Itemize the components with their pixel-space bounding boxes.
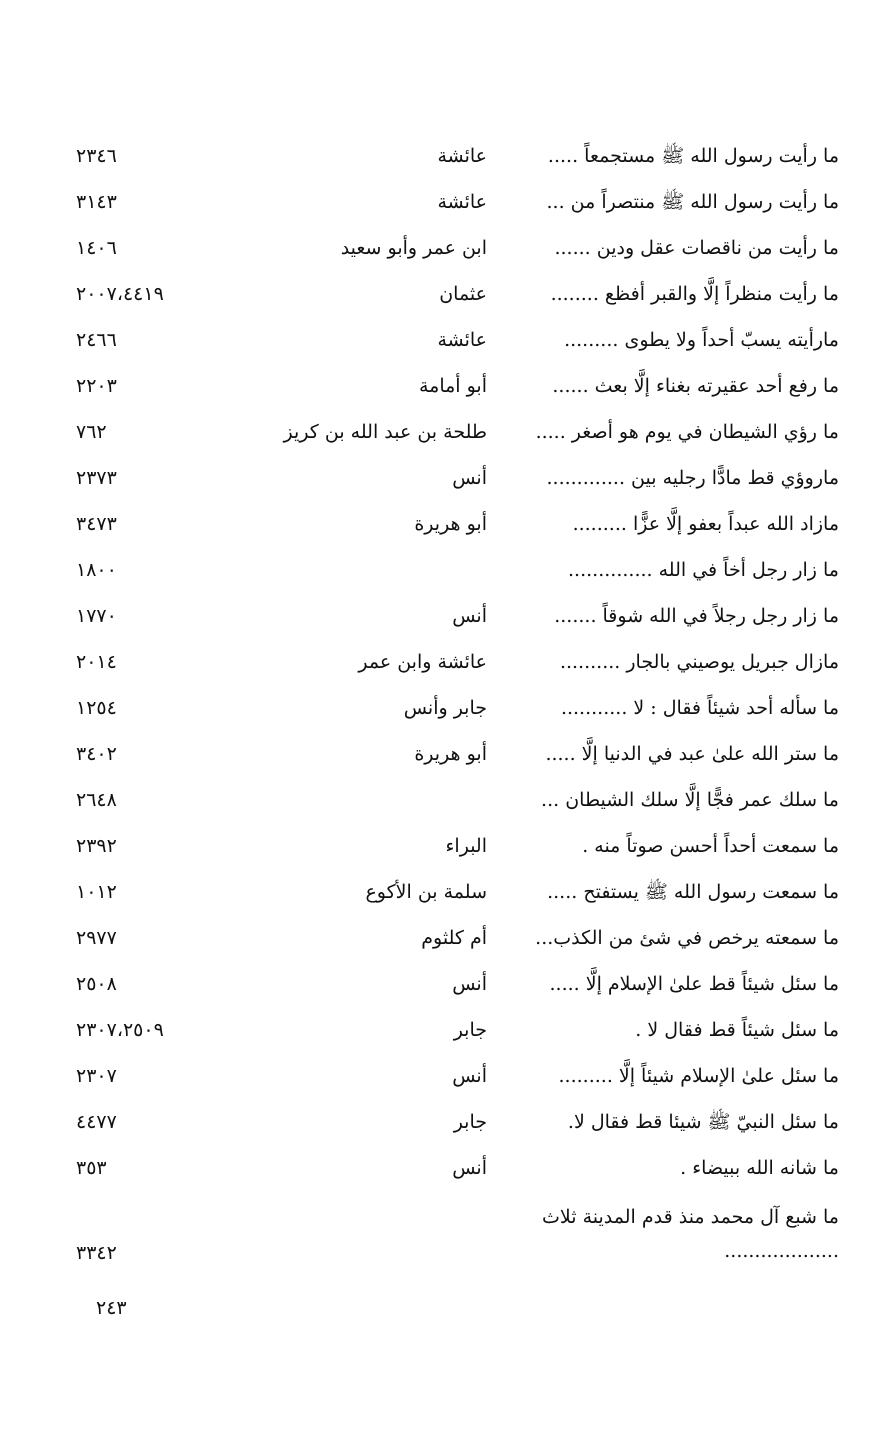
index-entry bbox=[0, 639, 891, 685]
reference-numbers: ١٧٧٠ bbox=[76, 605, 117, 627]
index-entry bbox=[0, 133, 891, 179]
reference-numbers: ١٠١٢ bbox=[76, 881, 117, 903]
hadith-phrase: ما سلك عمر فجًّا إلَّا سلك الشيطان ... bbox=[541, 789, 839, 811]
narrator: البراء bbox=[445, 835, 487, 857]
narrator: عائشة وابن عمر bbox=[358, 651, 487, 673]
narrator: عائشة bbox=[437, 191, 487, 213]
narrator: أنس bbox=[452, 973, 487, 995]
hadith-phrase: ما سمعت أحداً أحسن صوتاً منه . bbox=[582, 835, 839, 857]
reference-numbers: ٢٠٠٧،٤٤١٩ bbox=[76, 283, 164, 305]
reference-numbers: ٣٤٧٣ bbox=[76, 513, 117, 535]
reference-numbers: ٢٤٦٦ bbox=[76, 329, 117, 351]
hadith-phrase: ما زار رجل رجلاً في الله شوقاً ....... bbox=[554, 605, 839, 627]
index-entry bbox=[0, 731, 891, 777]
narrator: أبو هريرة bbox=[414, 513, 487, 535]
reference-numbers: ٢٣٠٧ bbox=[76, 1065, 117, 1087]
narrator bbox=[217, 1200, 487, 1246]
narrator: سلمة بن الأكوع bbox=[365, 881, 487, 903]
reference-numbers: ٢٦٤٨ bbox=[76, 789, 117, 811]
hadith-phrase: ما ستر الله علىٰ عبد في الدنيا إلَّا ..... bbox=[545, 743, 839, 765]
narrator: أنس bbox=[452, 467, 487, 489]
index-entry bbox=[0, 363, 891, 409]
narrator: أبو هريرة bbox=[414, 743, 487, 765]
page-number: ٢٤٣ bbox=[96, 1297, 127, 1319]
narrator: أم كلثوم bbox=[421, 927, 487, 949]
reference-numbers: ٢٠١٤ bbox=[76, 651, 117, 673]
index-entry bbox=[0, 1145, 891, 1191]
hadith-phrase: ما سئل علىٰ الإسلام شيئاً إلَّا ......... bbox=[558, 1065, 839, 1087]
index-entry bbox=[0, 685, 891, 731]
reference-numbers: ١٢٥٤ bbox=[76, 697, 117, 719]
reference-numbers: ٢٩٧٧ bbox=[76, 927, 117, 949]
hadith-phrase: ما زار رجل أخاً في الله .............. bbox=[568, 559, 839, 581]
narrator bbox=[217, 777, 487, 823]
narrator bbox=[217, 547, 487, 593]
hadith-phrase: ما رأيت رسول الله ﷺ منتصراً من ... bbox=[546, 191, 839, 213]
narrator: عائشة bbox=[437, 329, 487, 351]
index-entry bbox=[0, 823, 891, 869]
reference-numbers: ٤٤٧٧ bbox=[76, 1111, 117, 1133]
narrator: جابر bbox=[453, 1019, 487, 1041]
narrator: أنس bbox=[452, 1157, 487, 1179]
index-entry bbox=[0, 455, 891, 501]
index-entry bbox=[0, 409, 891, 455]
narrator: ابن عمر وأبو سعيد bbox=[340, 237, 487, 259]
reference-numbers: ٣٥٣ bbox=[76, 1157, 107, 1179]
index-entry bbox=[0, 1200, 891, 1276]
reference-numbers: ١٨٠٠ bbox=[76, 559, 117, 581]
hadith-phrase: ما شانه الله ببيضاء . bbox=[680, 1157, 839, 1179]
reference-numbers: ٢٣٧٣ bbox=[76, 467, 117, 489]
hadith-phrase: مازاد الله عبداً بعفو إلَّا عزًّا ......... bbox=[572, 513, 839, 535]
index-entry bbox=[0, 179, 891, 225]
hadith-phrase: ما سئل شيئاً قط علىٰ الإسلام إلَّا ..... bbox=[549, 973, 839, 995]
hadith-phrase: ماروؤي قط مادًّا رجليه بين ............. bbox=[546, 467, 839, 489]
index-entry bbox=[0, 1099, 891, 1145]
index-entry bbox=[0, 593, 891, 639]
index-entry bbox=[0, 961, 891, 1007]
index-entry bbox=[0, 1053, 891, 1099]
index-entry bbox=[0, 915, 891, 961]
hadith-phrase: ما سئل شيئاً قط فقال لا . bbox=[635, 1019, 839, 1041]
hadith-phrase: ما سأله أحد شيئاً فقال : لا ........... bbox=[560, 697, 839, 719]
reference-numbers: ٢٥٠٨ bbox=[76, 973, 117, 995]
narrator: أنس bbox=[452, 605, 487, 627]
hadith-phrase: ما شبع آل محمد منذ قدم المدينة ثلاث ................... bbox=[542, 1206, 839, 1262]
hadith-phrase: ما سمعته يرخص في شئ من الكذب... bbox=[535, 927, 839, 949]
hadith-phrase: ما رفع أحد عقيرته بغناء إلَّا بعث ...... bbox=[552, 375, 839, 397]
narrator: أبو أمامة bbox=[418, 375, 487, 397]
index-entry bbox=[0, 501, 891, 547]
reference-numbers: ٢٣٩٢ bbox=[76, 835, 117, 857]
reference-numbers: ٢٣٤٦ bbox=[76, 145, 117, 167]
index-entry bbox=[0, 777, 891, 823]
index-entry bbox=[0, 225, 891, 271]
hadith-phrase: ما رؤي الشيطان في يوم هو أصغر ..... bbox=[535, 421, 839, 443]
narrator: عثمان bbox=[439, 283, 487, 305]
reference-numbers: ٣٣٤٢ bbox=[76, 1242, 117, 1264]
hadith-phrase: مازال جبريل يوصيني بالجار .......... bbox=[559, 651, 839, 673]
narrator: عائشة bbox=[437, 145, 487, 167]
index-entry bbox=[0, 869, 891, 915]
hadith-phrase: ما سئل النبيّ ﷺ شيئا قط فقال لا. bbox=[567, 1111, 839, 1133]
hadith-phrase: ما رأيت منظراً إلَّا والقبر أفظع ........ bbox=[550, 283, 839, 305]
hadith-phrase: مارأيته يسبّ أحداً ولا يطوى ......... bbox=[564, 329, 839, 351]
index-entry bbox=[0, 317, 891, 363]
index-entry bbox=[0, 547, 891, 593]
narrator: جابر وأنس bbox=[403, 697, 487, 719]
hadith-phrase: ما سمعت رسول الله ﷺ يستفتح ..... bbox=[547, 881, 839, 903]
narrator: أنس bbox=[452, 1065, 487, 1087]
reference-numbers: ٧٦٢ bbox=[76, 421, 107, 443]
reference-numbers: ١٤٠٦ bbox=[76, 237, 117, 259]
hadith-phrase: ما رأيت رسول الله ﷺ مستجمعاً ..... bbox=[547, 145, 839, 167]
index-entry bbox=[0, 271, 891, 317]
narrator: جابر bbox=[453, 1111, 487, 1133]
index-entry bbox=[0, 1007, 891, 1053]
reference-numbers: ٢٢٠٣ bbox=[76, 375, 117, 397]
reference-numbers: ٢٣٠٧،٢٥٠٩ bbox=[76, 1019, 164, 1041]
narrator: طلحة بن عبد الله بن كريز bbox=[283, 421, 487, 443]
reference-numbers: ٣٤٠٢ bbox=[76, 743, 117, 765]
hadith-phrase: ما رأيت من ناقصات عقل ودين ...... bbox=[554, 237, 839, 259]
reference-numbers: ٣١٤٣ bbox=[76, 191, 117, 213]
